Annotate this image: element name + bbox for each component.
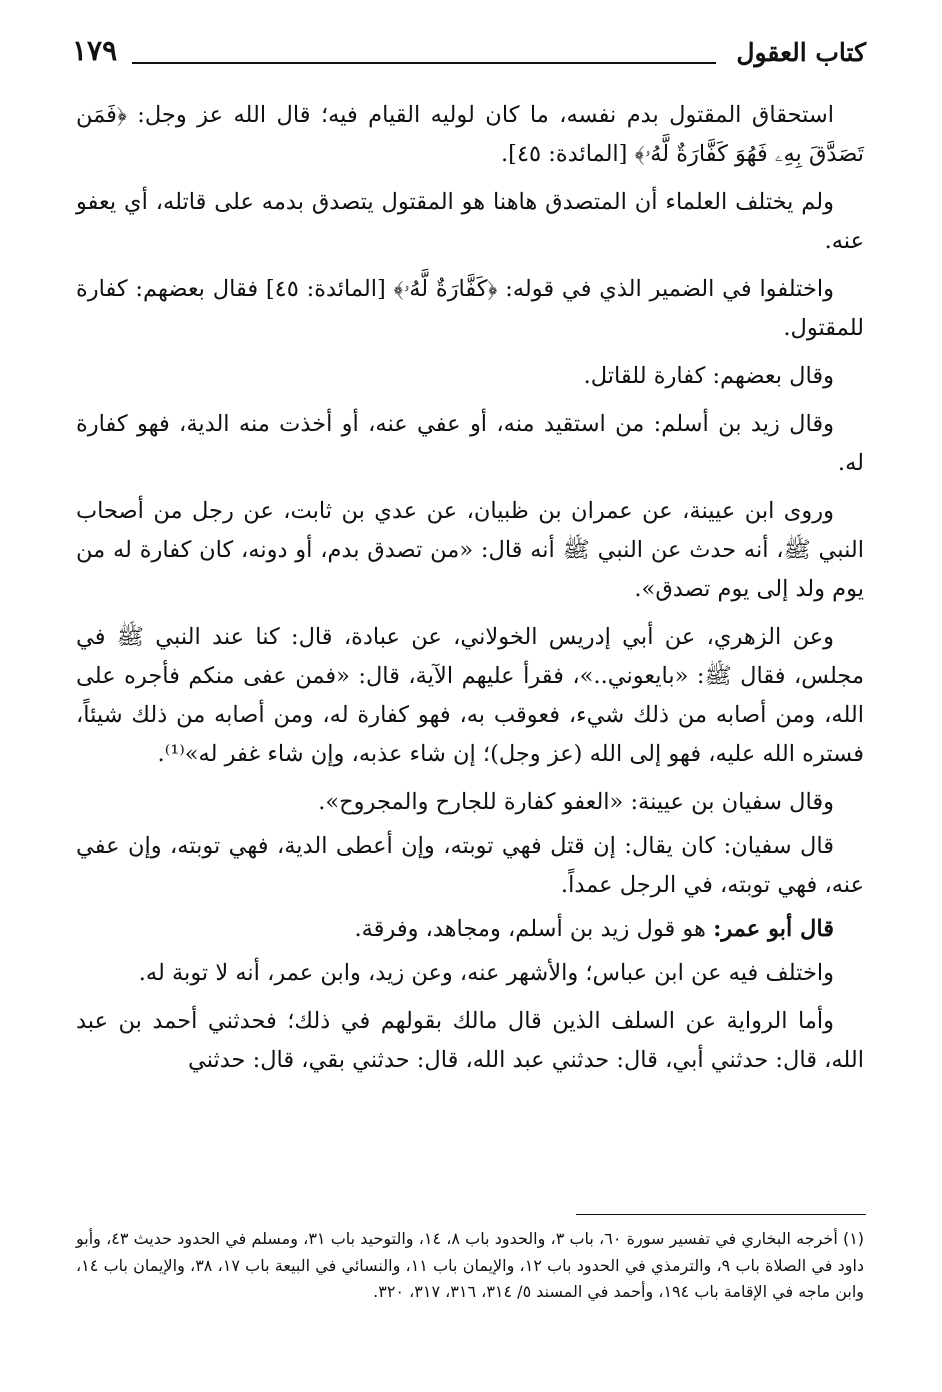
paragraph: وروى ابن عيينة، عن عمران بن ظبيان، عن عدي بن ثابت، عن رجل من أصحاب النبي ﷺ، أنه حدث عن النبي ﷺ أنه قال: «من تصدق بدم، أو دونه، كان كفارة له من يوم ولد إلى يوم تصدق». <box>76 498 864 602</box>
paragraph: وقال بعضهم: كفارة للقاتل. <box>583 363 834 389</box>
paragraph: وأما الرواية عن السلف الذين قال مالك بقولهم في ذلك؛ فحدثني أحمد بن عبد الله، قال: حدثني أبي، قال: حدثني عبد الله، قال: حدثني بقي، قال: حدثني <box>76 1008 864 1073</box>
footnote <box>76 1226 864 1306</box>
paragraph: ولم يختلف العلماء أن المتصدق هاهنا هو المقتول يتصدق بدمه على قاتله، أي يعفو عنه. <box>76 189 864 254</box>
paragraph: وقال سفيان بن عيينة: «العفو كفارة للجارح والمجروح». <box>318 789 834 815</box>
footnote-text: (١) أخرجه البخاري في تفسير سورة ٦٠، باب ٣، والحدود باب ٨، ١٤، والتوحيد باب ٣١، ومسلم في الحدود حديث ٤٣، وأبو داود في الصلاة باب ٩، والترمذي في الحدود باب ١٢، والإيمان باب ١١، والنسائي في البيعة باب ١٧، ٣٨، والإيمان باب ١٤، وابن ماجه في الإقامة باب ١٩٤، وأحمد في المسند ٥/ ٣١٤، ٣١٦، ٣١٧، ٣٢٠. <box>76 1229 865 1301</box>
paragraph: واختلفوا في الضمير الذي في قوله: ﴿كَفَّارَةٌ لَّهُۥ﴾ [المائدة: ٤٥] فقال بعضهم: كفارة للمقتول. <box>76 276 864 341</box>
paragraph: واختلف فيه عن ابن عباس؛ والأشهر عنه، وعن زيد، وابن عمر، أنه لا توبة له. <box>138 960 834 986</box>
footnote-separator <box>576 1214 866 1215</box>
page-header <box>72 34 866 74</box>
page-body <box>76 96 864 1089</box>
abu-umar-paragraph <box>76 910 864 949</box>
abu-umar-label: قال أبو عمر: <box>713 916 834 942</box>
abu-umar-text: هو قول زيد بن أسلم، ومجاهد، وفرقة. <box>354 916 714 942</box>
paragraph: وقال زيد بن أسلم: من استقيد منه، أو عفي عنه، أو أخذت منه الدية، فهو كفارة له. <box>76 411 864 476</box>
header-rule <box>132 62 716 64</box>
running-title: كتاب العقول <box>736 38 866 67</box>
page-number: ١٧٩ <box>72 34 118 67</box>
paragraph: استحقاق المقتول بدم نفسه، ما كان لوليه القيام فيه؛ قال الله عز وجل: ﴿فَمَن تَصَدَّقَ بِهِۦ فَهُوَ كَفَّارَةٌ لَّهُۥ﴾ [المائدة: ٤٥]. <box>76 102 864 167</box>
paragraph: قال سفيان: كان يقال: إن قتل فهي توبته، وإن أعطى الدية، فهي توبته، وإن عفي عنه، فهي توبته، في الرجل عمداً. <box>76 833 864 898</box>
paragraph: وعن الزهري، عن أبي إدريس الخولاني، عن عبادة، قال: كنا عند النبي ﷺ في مجلس، فقال ﷺ: «بايعوني..»، فقرأ عليهم الآية، قال: «فمن عفى منكم فأجره على الله، ومن أصابه من ذلك شيء، فعوقب به، فهو كفارة له، ومن أصابه من ذلك شيئاً، فستره الله عليه، فهو إلى الله (عز وجل)؛ إن شاء عذبه، وإن شاء غفر له»⁽¹⁾. <box>76 624 864 767</box>
